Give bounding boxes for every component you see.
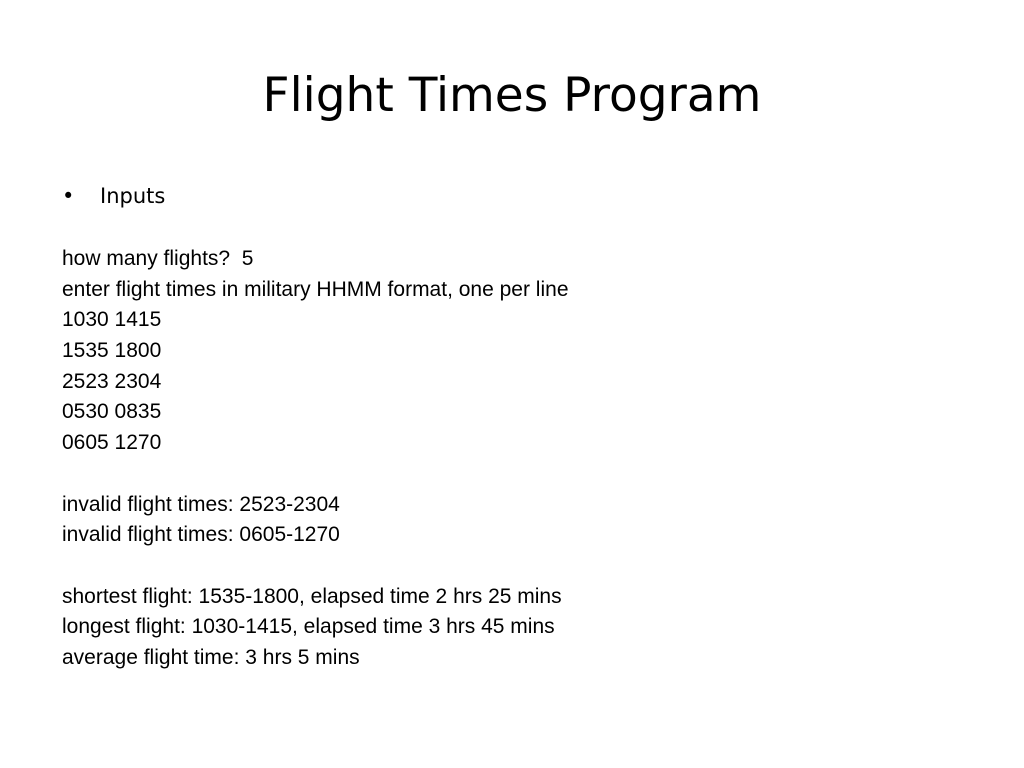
bullet-item-inputs <box>62 182 165 210</box>
output-line-flight-3: 2523 2304 <box>62 369 162 393</box>
output-line-average: average flight time: 3 hrs 5 mins <box>62 645 360 669</box>
bullet-dot-icon: • <box>62 184 75 208</box>
slide-title: Flight Times Program <box>262 68 762 123</box>
output-line-flight-5: 0605 1270 <box>62 431 162 455</box>
output-line-flight-count: how many flights? 5 <box>62 247 254 270</box>
output-line-invalid-2: invalid flight times: 0605-1270 <box>62 523 340 547</box>
output-line-flight-1: 1030 1415 <box>62 308 162 332</box>
program-output <box>62 244 569 674</box>
output-line-prompt: enter flight times in military HHMM format, one per line <box>62 277 569 301</box>
output-line-flight-2: 1535 1800 <box>62 339 162 363</box>
output-line-blank <box>62 551 569 582</box>
output-line-longest: longest flight: 1030-1415, elapsed time 3 hrs 45 mins <box>62 615 555 639</box>
output-line-shortest: shortest flight: 1535-1800, elapsed time 2 hrs 25 mins <box>62 584 562 608</box>
output-line-flight-4: 0530 0835 <box>62 400 162 424</box>
output-line-invalid-1: invalid flight times: 2523-2304 <box>62 492 340 516</box>
bullet-label: Inputs <box>100 184 166 208</box>
output-line-blank <box>62 459 569 490</box>
